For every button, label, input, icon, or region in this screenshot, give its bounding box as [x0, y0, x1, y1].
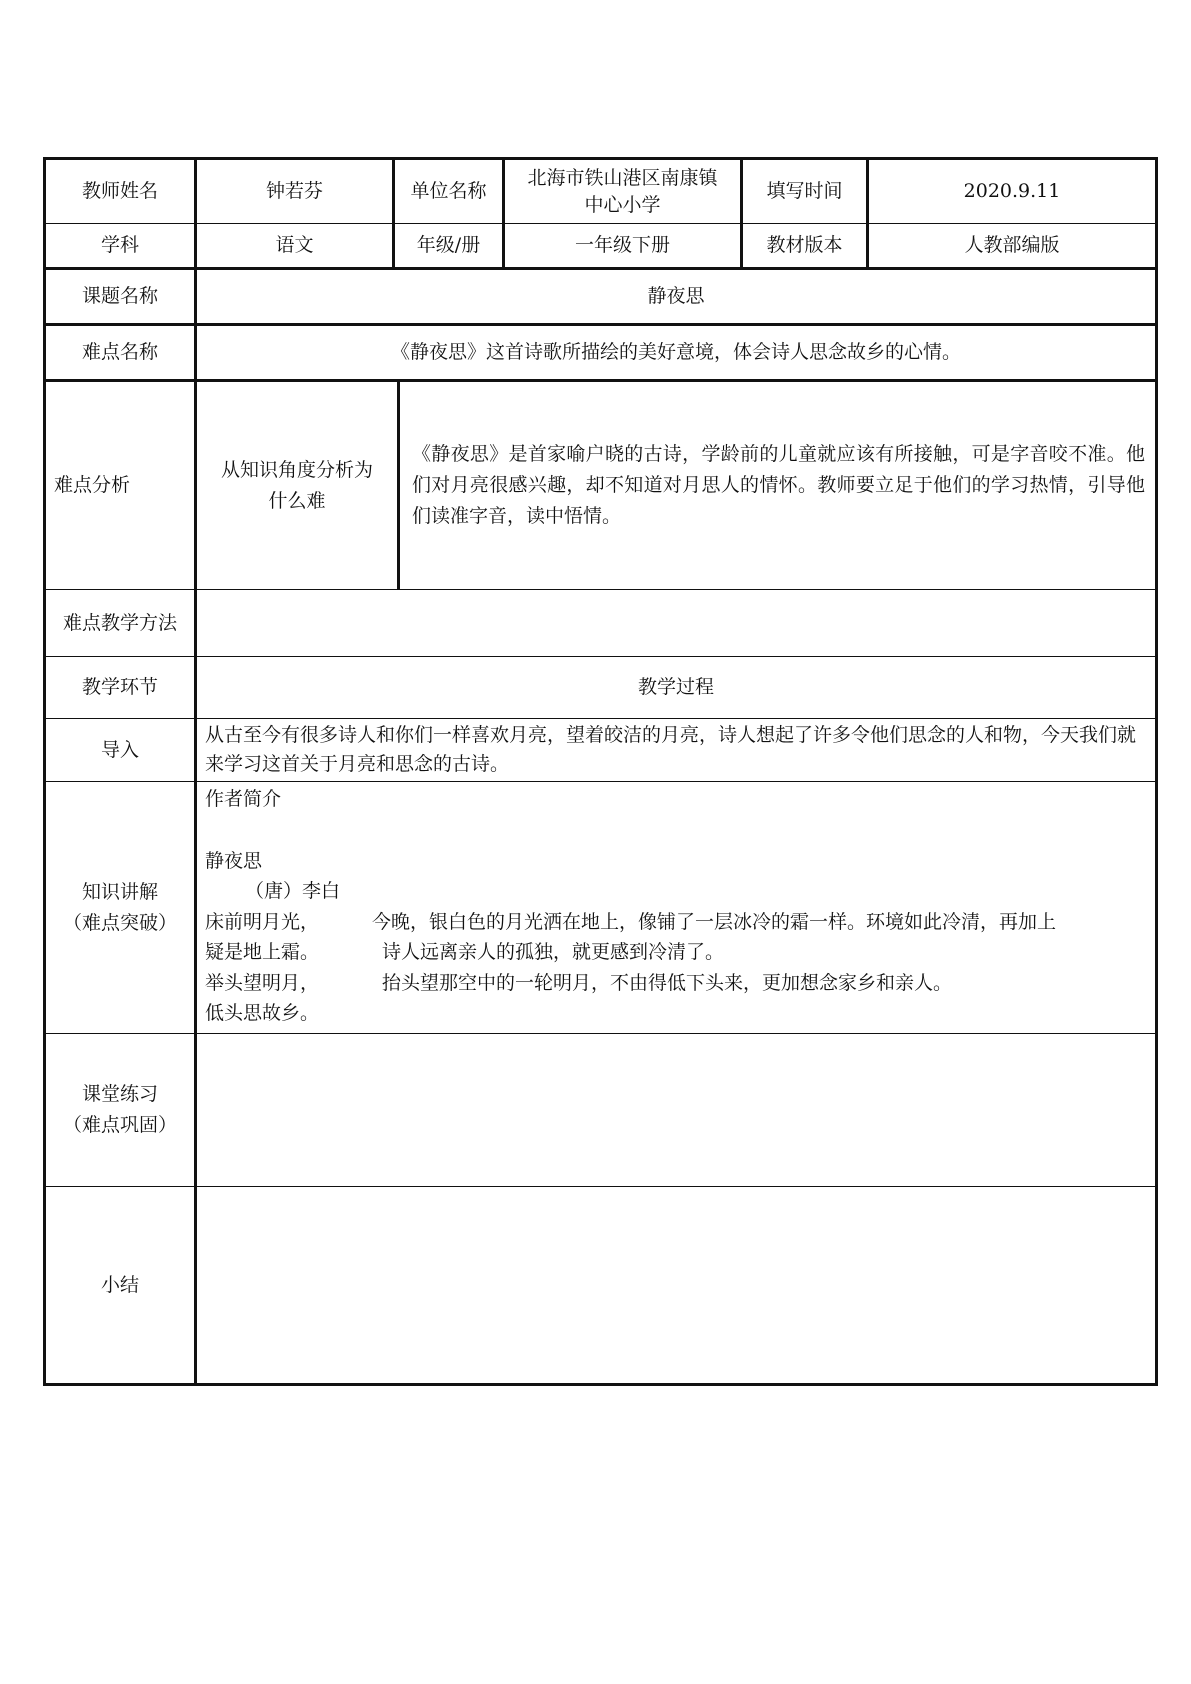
practice-label-line-1: 课堂练习: [81, 1083, 158, 1105]
edition-label: 教材版本: [742, 224, 868, 269]
subject-label: 学科: [45, 224, 196, 269]
intro-label: 导入: [45, 719, 196, 782]
poem-line: [205, 937, 1147, 968]
analysis-sub-label: [197, 382, 400, 589]
fill-date-label: 填写时间: [742, 159, 868, 224]
lesson-plan-table: [43, 157, 1158, 1386]
topic-row: [45, 269, 1157, 325]
fill-date-value: 2020.9.11: [868, 159, 1157, 224]
summary-row: [45, 1187, 1157, 1385]
unit-name-line-1: 北海市铁山港区南康镇: [527, 166, 718, 189]
grade-value: 一年级下册: [504, 224, 742, 269]
teacher-name-label: 教师姓名: [45, 159, 196, 224]
poem-line: [205, 907, 1147, 938]
teacher-name-value: 钟若芬: [196, 159, 394, 224]
poem-note: [372, 998, 1147, 1029]
poem-note: 诗人远离亲人的孤独，就更感到冷清了。: [382, 941, 725, 963]
analysis-text: 《静夜思》是首家喻户晓的古诗，学龄前的儿童就应该有所接触，可是字音咬不准。他们对月亮很感兴趣，却不知道对月思人的情怀。教师要立足于他们的学习热情，引导他们读准字音，读中悟情。: [412, 443, 1145, 527]
analysis-row: [45, 381, 1157, 590]
practice-value: [196, 1034, 1157, 1187]
knowledge-label-line-1: 知识讲解: [81, 880, 158, 903]
poem-verse: 疑是地上霜。: [205, 941, 320, 963]
unit-name-value: [504, 159, 742, 224]
poem-verse: 举头望明月，: [205, 971, 320, 994]
analysis-sub-label-line-2: 什么难: [268, 489, 326, 512]
knowledge-row: [45, 782, 1157, 1034]
intro-row: [45, 719, 1157, 782]
intro-text: 从古至今有很多诗人和你们一样喜欢月亮，望着皎洁的月亮，诗人想起了许多令他们思念的人和物，今天我们就来学习这首关于月亮和思念的古诗。: [196, 719, 1157, 782]
analysis-label: 难点分析: [45, 381, 196, 590]
process-header-row: [45, 657, 1157, 719]
method-label: 难点教学方法: [45, 590, 196, 657]
poem-verse: 床前明月光，: [205, 910, 320, 933]
practice-label: [45, 1034, 196, 1187]
process-label: 教学环节: [45, 657, 196, 719]
poem-line: [205, 998, 1147, 1029]
edition-value: 人教部编版: [868, 224, 1157, 269]
process-value: 教学过程: [196, 657, 1157, 719]
practice-label-line-2: （难点巩固）: [62, 1114, 177, 1136]
author-intro: 作者简介: [205, 788, 282, 810]
difficulty-label: 难点名称: [45, 325, 196, 381]
poem-line: [205, 968, 1147, 999]
analysis-cell: [196, 381, 1157, 590]
summary-label: 小结: [45, 1187, 196, 1385]
difficulty-row: [45, 325, 1157, 381]
unit-name-label: 单位名称: [394, 159, 504, 224]
knowledge-content: [196, 782, 1157, 1034]
knowledge-label: [45, 782, 196, 1034]
poem-verse: 低头思故乡。: [205, 1002, 320, 1024]
method-row: [45, 590, 1157, 657]
summary-value: [196, 1187, 1157, 1385]
grade-label: 年级/册: [394, 224, 504, 269]
analysis-sub-label-line-1: 从知识角度分析为: [220, 458, 373, 481]
poem-author: （唐）李白: [245, 880, 341, 902]
topic-label: 课题名称: [45, 269, 196, 325]
header-row-1: [45, 159, 1157, 224]
practice-row: [45, 1034, 1157, 1187]
difficulty-value: 《静夜思》这首诗歌所描绘的美好意境，体会诗人思念故乡的心情。: [196, 325, 1157, 381]
knowledge-label-line-2: （难点突破）: [62, 911, 177, 934]
header-row-2: [45, 224, 1157, 269]
topic-value: 静夜思: [196, 269, 1157, 325]
subject-value: 语文: [196, 224, 394, 269]
method-value: [196, 590, 1157, 657]
poem-note: 抬头望那空中的一轮明月，不由得低下头来，更加想念家乡和亲人。: [382, 971, 953, 994]
poem-note: 今晚，银白色的月光洒在地上，像铺了一层冰冷的霜一样。环境如此冷清，再加上: [372, 910, 1057, 933]
unit-name-line-2: 中心小学: [584, 193, 661, 216]
poem-title: 静夜思: [205, 849, 263, 872]
